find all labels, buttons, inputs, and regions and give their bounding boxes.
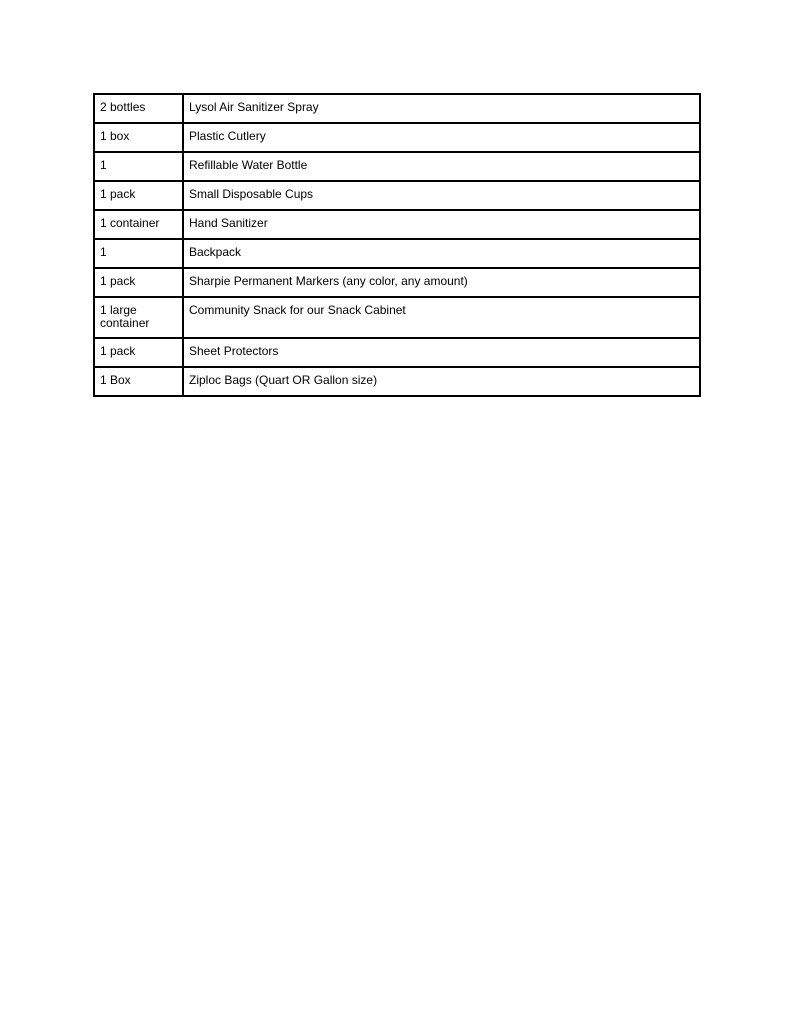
quantity-cell: [94, 297, 183, 338]
table-row: [94, 152, 700, 181]
table-row: [94, 367, 700, 396]
item-cell: [183, 268, 700, 297]
item-text: Refillable Water Bottle: [189, 158, 308, 172]
quantity-text: 1 Box: [100, 373, 131, 387]
item-text: Ziploc Bags (Quart OR Gallon size): [189, 373, 378, 387]
item-text: Lysol Air Sanitizer Spray: [189, 100, 319, 114]
quantity-cell: [94, 239, 183, 268]
table-row: [94, 123, 700, 152]
quantity-text: 1 large container: [100, 303, 150, 330]
table-row: [94, 210, 700, 239]
supply-list-table: [93, 93, 701, 397]
table-row: [94, 268, 700, 297]
quantity-text: 1 box: [100, 129, 130, 143]
table-row: [94, 338, 700, 367]
quantity-cell: [94, 210, 183, 239]
item-text: Sharpie Permanent Markers (any color, any amount): [189, 274, 468, 288]
quantity-cell: [94, 94, 183, 123]
item-text: Plastic Cutlery: [189, 129, 266, 143]
item-cell: [183, 94, 700, 123]
item-cell: [183, 181, 700, 210]
quantity-text: 1 pack: [100, 274, 136, 288]
quantity-cell: [94, 181, 183, 210]
item-text: Backpack: [189, 245, 242, 259]
item-cell: [183, 239, 700, 268]
item-cell: [183, 367, 700, 396]
quantity-cell: [94, 268, 183, 297]
item-text: Sheet Protectors: [189, 344, 279, 358]
item-text: Hand Sanitizer: [189, 216, 268, 230]
quantity-text: 1 pack: [100, 187, 136, 201]
quantity-text: 1: [100, 158, 107, 172]
quantity-text: 1 pack: [100, 344, 136, 358]
item-cell: [183, 210, 700, 239]
quantity-text: 1 container: [100, 216, 160, 230]
quantity-cell: [94, 367, 183, 396]
item-cell: [183, 123, 700, 152]
item-cell: [183, 152, 700, 181]
quantity-text: 1: [100, 245, 107, 259]
table-row: [94, 94, 700, 123]
quantity-cell: [94, 152, 183, 181]
quantity-text: 2 bottles: [100, 100, 146, 114]
table-row: [94, 239, 700, 268]
item-cell: [183, 297, 700, 338]
quantity-cell: [94, 338, 183, 367]
table-row: [94, 297, 700, 338]
item-cell: [183, 338, 700, 367]
table-row: [94, 181, 700, 210]
quantity-cell: [94, 123, 183, 152]
item-text: Small Disposable Cups: [189, 187, 314, 201]
item-text: Community Snack for our Snack Cabinet: [189, 303, 406, 317]
